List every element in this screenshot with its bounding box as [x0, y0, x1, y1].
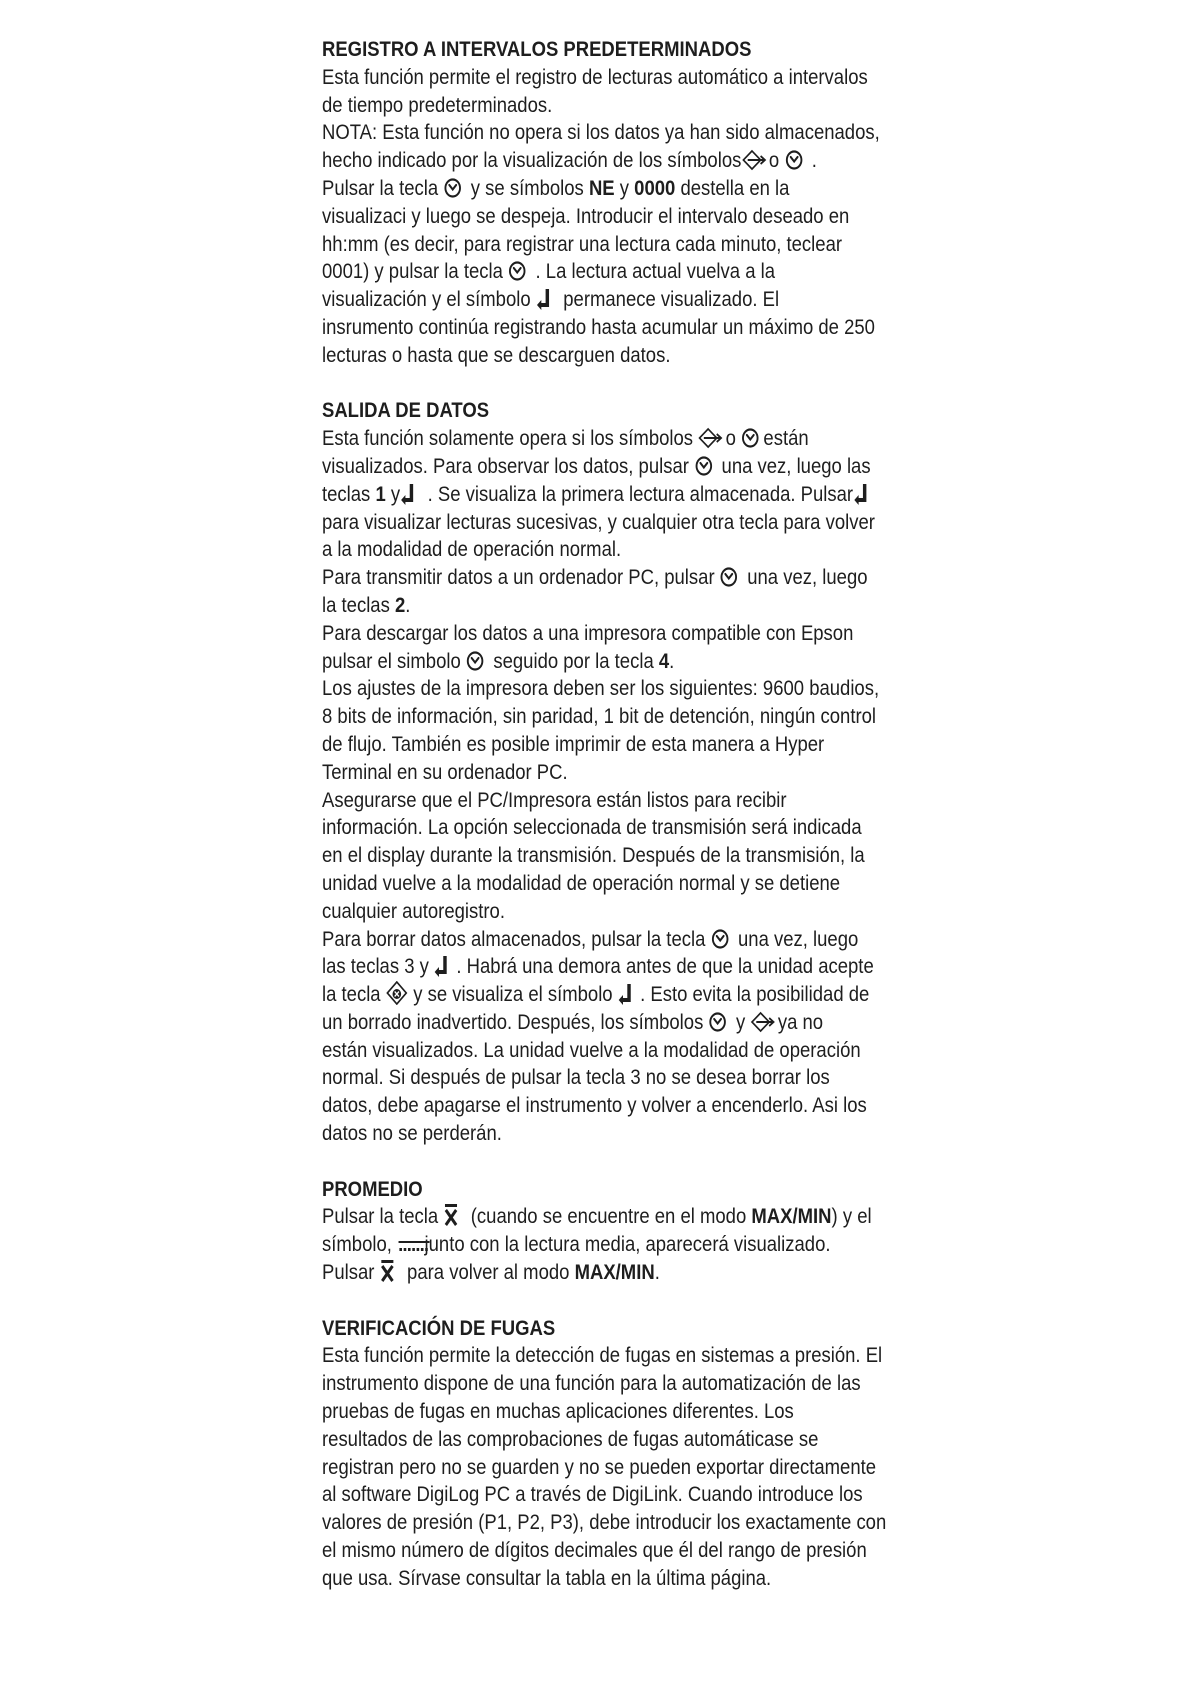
- text-run: y se visualiza el símbolo: [408, 982, 618, 1007]
- section-title: SALIDA DE DATOS: [322, 398, 490, 423]
- text-run: valores de presión (P1, P2, P3), debe introducir los exactamente con: [322, 1510, 887, 1535]
- text-line: [322, 1481, 863, 1509]
- text-column: [322, 36, 887, 1620]
- text-run: 0001) y pulsar la tecla: [322, 259, 509, 284]
- text-line: [322, 620, 854, 648]
- text-line: [322, 286, 838, 314]
- text-line: [322, 675, 880, 703]
- text-run: destella en la: [675, 175, 790, 200]
- clock-icon: [443, 177, 465, 199]
- bold-text: NE: [588, 175, 615, 200]
- clock-icon: [711, 928, 733, 950]
- enter-icon: [434, 955, 456, 977]
- text-run: Para transmitir datos a un ordenador PC, pulsar: [322, 565, 720, 590]
- text-run: están visualizados. La unidad vuelve a la modalidad de operación: [322, 1037, 861, 1062]
- text-line: [322, 926, 859, 954]
- text-run: pulsar el simbolo: [322, 648, 466, 673]
- text-line: [322, 509, 875, 537]
- text-line: [322, 648, 838, 676]
- text-line: [322, 1203, 872, 1231]
- text-line: [322, 1342, 883, 1370]
- text-run: para visualizar lecturas sucesivas, y cualquier otra tecla para volver: [322, 509, 875, 534]
- text-run: pruebas de fugas en muchas aplicaciones diferentes. Los: [322, 1399, 794, 1424]
- text-run: insrumento continúa registrando hasta acumular un máximo de 250: [322, 314, 875, 339]
- text-run: Para descargar los datos a una impresora compatible con Epson: [322, 620, 854, 645]
- text-run: Para borrar datos almacenados, pulsar la tecla: [322, 926, 711, 951]
- text-line: [322, 1370, 861, 1398]
- text-run: un borrado inadvertido. Después, los símbolos: [322, 1009, 709, 1034]
- x-bar-icon: [380, 1259, 402, 1281]
- text-line: [322, 1537, 867, 1565]
- dots-icon: [397, 1235, 419, 1257]
- text-line: [322, 175, 838, 203]
- diamond-arrow-icon: [750, 1011, 772, 1033]
- section-title: REGISTRO A INTERVALOS PREDETERMINADOS: [322, 37, 752, 61]
- text-line: [322, 564, 868, 592]
- text-line: [322, 258, 838, 286]
- text-run: lecturas o hasta que se descarguen datos.: [322, 342, 671, 367]
- text-run: o: [763, 148, 785, 173]
- diamond-x-icon: [386, 981, 408, 1003]
- text-run: visualizados. Para observar los datos, pulsar: [322, 453, 695, 478]
- text-run: ya no: [772, 1009, 824, 1034]
- text-line: [322, 842, 865, 870]
- text-line: [322, 314, 875, 342]
- text-run: Los ajustes de la impresora deben ser los siguientes: 9600 baudios,: [322, 676, 880, 701]
- text-run: datos, debe apagarse el instrumento y volver a encenderlo. Asi los: [322, 1093, 867, 1118]
- section-1: [322, 36, 880, 370]
- text-line: [322, 1009, 838, 1037]
- text-line: [322, 453, 871, 481]
- text-line: [322, 1398, 838, 1426]
- clock-icon: [720, 566, 742, 588]
- text-run: símbolo,: [322, 1232, 398, 1257]
- text-run: en el display durante la transmisión. Después de la transmisión, la: [322, 843, 865, 868]
- text-run: o: [720, 426, 742, 451]
- text-run: Pulsar la tecla: [322, 175, 444, 200]
- text-run: el mismo número de dígitos decimales que él del rango de presión: [322, 1538, 867, 1563]
- text-line: [322, 536, 838, 564]
- section-2: [322, 397, 880, 1148]
- text-run: de tiempo predeterminados.: [322, 92, 553, 117]
- clock-icon: [508, 260, 530, 282]
- text-run: una vez, luego las: [716, 453, 871, 478]
- text-run: Terminal en su ordenador PC.: [322, 759, 568, 784]
- text-line: [322, 203, 850, 231]
- text-run: . Se visualiza la primera lectura almacenada. Pulsar: [422, 481, 854, 506]
- text-line: [322, 1426, 838, 1454]
- text-line: [322, 1037, 861, 1065]
- clock-icon: [694, 455, 716, 477]
- text-run: las teclas 3 y: [322, 954, 435, 979]
- text-line: [322, 898, 838, 926]
- section-title: PROMEDIO: [322, 1176, 423, 1201]
- text-run: 8 bits de información, sin paridad, 1 bit de detención, ningún control: [322, 704, 877, 729]
- text-run: junto con la lectura media, aparecerá visualizado.: [419, 1232, 831, 1257]
- text-line: [322, 731, 838, 759]
- text-line: [322, 342, 838, 370]
- text-run: la teclas: [322, 592, 395, 617]
- text-line: [322, 1064, 838, 1092]
- text-line: [322, 425, 838, 453]
- text-run: están: [763, 426, 809, 451]
- bold-text: 2: [394, 592, 406, 617]
- text-run: al software DigiLog PC a través de DigiLink. Cuando introduce los: [322, 1482, 863, 1507]
- enter-icon: [618, 983, 640, 1005]
- text-run: Pulsar: [322, 1260, 380, 1285]
- text-line: [322, 1454, 877, 1482]
- text-run: (cuando se encuentre en el modo: [465, 1204, 752, 1229]
- text-run: Pulsar la tecla: [322, 1204, 444, 1229]
- text-line: [322, 953, 874, 981]
- text-line: [322, 759, 838, 787]
- text-run: resultados de las comprobaciones de fugas automáticase se: [322, 1426, 819, 1451]
- text-line: [322, 1509, 887, 1537]
- text-line: [322, 981, 870, 1009]
- text-line: [322, 64, 868, 92]
- diamond-arrow-icon: [741, 149, 763, 171]
- enter-icon: [536, 288, 558, 310]
- diamond-arrow-icon: [698, 427, 720, 449]
- text-line: [322, 1092, 867, 1120]
- text-run: permanece visualizado. El: [558, 287, 780, 312]
- section-4: [322, 1315, 887, 1593]
- x-bar-icon: [443, 1203, 465, 1225]
- text-line: [322, 147, 838, 175]
- text-run: y: [614, 175, 635, 200]
- text-run: .: [669, 648, 675, 673]
- text-run: Esta función solamente opera si los símbolos: [322, 426, 699, 451]
- text-line: [322, 231, 843, 259]
- text-line: [322, 1259, 838, 1287]
- text-run: a la modalidad de operación normal.: [322, 537, 622, 562]
- text-line: [322, 787, 838, 815]
- text-run: visualizaci y luego se despeja. Introducir el intervalo deseado en: [322, 203, 850, 228]
- text-run: Esta función permite el registro de lecturas automático a intervalos: [322, 64, 868, 89]
- text-line: [322, 592, 838, 620]
- text-run: .: [806, 148, 817, 173]
- text-run: para volver al modo: [401, 1260, 575, 1285]
- text-run: ) y el: [831, 1204, 872, 1229]
- section-3: [322, 1176, 872, 1287]
- text-line: [322, 119, 880, 147]
- text-run: una vez, luego: [732, 926, 859, 951]
- bold-text: 1: [375, 481, 386, 506]
- text-run: información. La opción seleccionada de transmisión será indicada: [322, 815, 862, 840]
- text-run: instrumento dispone de una función para la automatización de las: [322, 1371, 861, 1396]
- bold-text: MAX/MIN: [751, 1204, 832, 1229]
- text-line: [322, 870, 841, 898]
- text-run: que usa. Sírvase consultar la tabla en la última página.: [322, 1565, 772, 1590]
- text-run: Asegurarse que el PC/Impresora están listos para recibir: [322, 787, 787, 812]
- text-run: .: [654, 1260, 660, 1285]
- text-run: . Esto evita la posibilidad de: [640, 982, 870, 1007]
- clock-icon: [466, 650, 488, 672]
- text-run: cualquier autoregistro.: [322, 898, 505, 923]
- text-line: [322, 703, 877, 731]
- enter-icon: [853, 483, 875, 505]
- text-run: registran pero no se guarden y no se pueden exportar directamente: [322, 1454, 877, 1479]
- clock-icon: [708, 1011, 730, 1033]
- enter-icon: [400, 483, 422, 505]
- section-title: VERIFICACIÓN DE FUGAS: [322, 1315, 556, 1340]
- text-run: . La lectura actual vuelva a la: [530, 259, 776, 284]
- text-run: y: [385, 481, 401, 506]
- text-line: [322, 814, 862, 842]
- text-run: hecho indicado por la visualización de los símbolos: [322, 148, 742, 173]
- text-run: . Habrá una demora antes de que la unidad acepte: [456, 954, 874, 979]
- text-run: hh:mm (es decir, para registrar una lectura cada minuto, teclear: [322, 231, 843, 256]
- text-run: de flujo. También es posible imprimir de esta manera a Hyper: [322, 731, 825, 756]
- text-run: Esta función permite la detección de fugas en sistemas a presión. El: [322, 1343, 883, 1368]
- text-run: normal. Si después de pulsar la tecla 3 no se desea borrar los: [322, 1065, 830, 1090]
- clock-icon: [784, 149, 806, 171]
- text-run: .: [405, 592, 411, 617]
- bold-text: 4: [658, 648, 670, 673]
- clock-icon: [741, 427, 763, 449]
- text-run: NOTA: Esta función no opera si los datos ya han sido almacenados,: [322, 120, 880, 145]
- text-run: una vez, luego: [742, 565, 868, 590]
- text-run: y se símbolos: [465, 175, 589, 200]
- text-line: [322, 481, 854, 509]
- text-run: seguido por la tecla: [488, 648, 659, 673]
- text-run: visualización y el símbolo: [322, 287, 536, 312]
- text-run: teclas: [322, 481, 376, 506]
- text-line: [322, 1120, 838, 1148]
- bold-text: 0000: [634, 175, 676, 200]
- text-run: datos no se perderán.: [322, 1121, 502, 1146]
- text-run: la tecla: [322, 982, 386, 1007]
- text-line: [322, 1231, 838, 1259]
- text-line: [322, 92, 838, 120]
- bold-text: MAX/MIN: [574, 1260, 655, 1285]
- text-run: y: [730, 1009, 751, 1034]
- text-run: unidad vuelve a la modalidad de operación normal y se detiene: [322, 870, 841, 895]
- text-line: [322, 1565, 838, 1593]
